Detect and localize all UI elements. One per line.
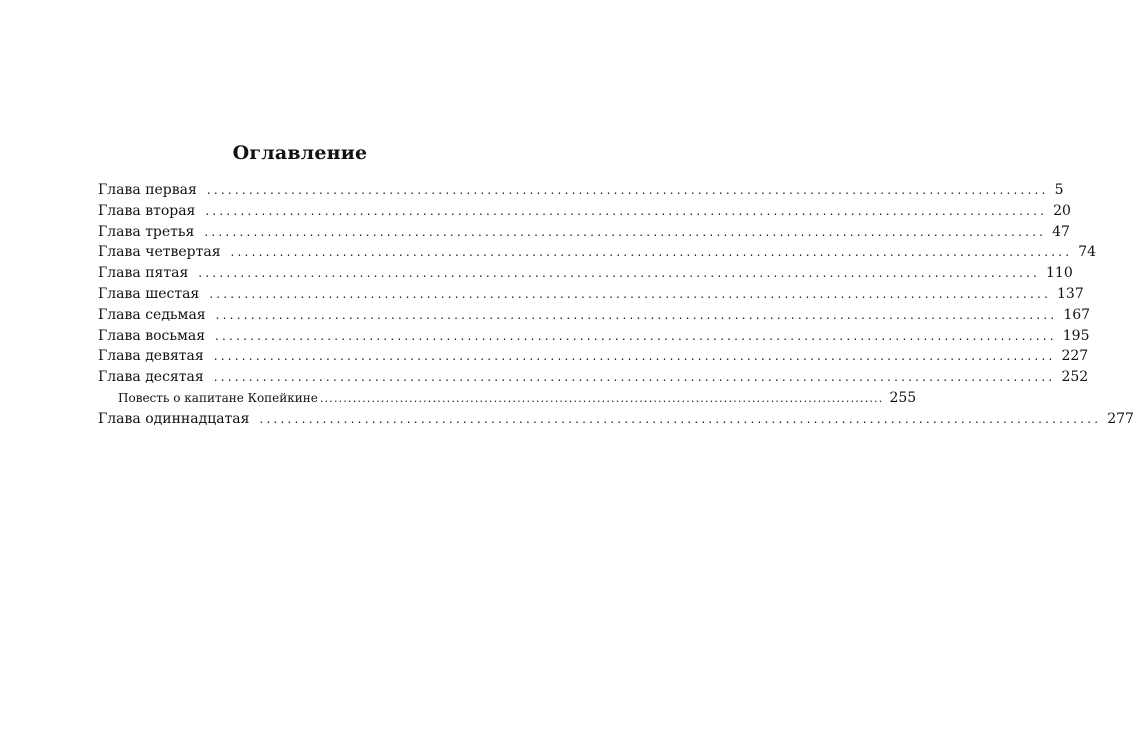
- toc-entry: [98, 409, 1134, 430]
- toc-entry-label: Глава девятая: [98, 348, 204, 365]
- toc-entry: [98, 242, 1097, 263]
- toc-entry-page: 110: [1046, 265, 1073, 282]
- toc-entry-page: 252: [1061, 369, 1089, 386]
- toc-entry-label: Глава первая: [98, 182, 197, 198]
- toc-entry-label: Глава седьмая: [98, 306, 206, 323]
- toc-entry: [98, 222, 1070, 243]
- toc-entry-page: 167: [1063, 306, 1091, 323]
- toc-entry-page: 47: [1052, 223, 1070, 240]
- toc-entry-page: 5: [1054, 182, 1064, 198]
- toc-entry-page: 137: [1057, 285, 1084, 302]
- dot-leader: ........................................................................................................................: [215, 307, 1058, 322]
- toc-entry-page: 74: [1078, 244, 1097, 261]
- toc-entry: [98, 305, 1091, 326]
- toc-entry-label: Глава шестая: [98, 285, 200, 302]
- toc-entry-label: Глава восьмая: [98, 327, 206, 344]
- toc-entry-label: Глава четвертая: [98, 244, 221, 261]
- toc-entry-page: 20: [1053, 202, 1071, 219]
- toc-entry: [98, 201, 1071, 222]
- toc-entry-label: Глава вторая: [98, 202, 196, 219]
- toc-entry: [98, 284, 1084, 305]
- dot-leader: ........................................................................................................................: [230, 245, 1073, 260]
- dot-leader: ........................................................................................................................: [215, 328, 1057, 343]
- table-of-contents: [98, 180, 1134, 430]
- dot-leader: ........................................................................................................................: [213, 349, 1056, 364]
- toc-entry-page: 227: [1061, 348, 1089, 365]
- dot-leader: ........................................................................................................................: [205, 203, 1048, 218]
- toc-entry-label: Глава пятая: [98, 265, 189, 282]
- toc-entry: [98, 367, 1089, 388]
- toc-entry-page: 195: [1062, 327, 1090, 344]
- dot-leader: ........................................................................................................................: [259, 411, 1102, 426]
- dot-leader: ........................................................................................................................: [204, 224, 1047, 239]
- dot-leader: ........................................................................................................................: [213, 370, 1056, 385]
- dot-leader: ........................................................................................................................: [209, 286, 1051, 301]
- toc-entry-label: Глава третья: [98, 223, 195, 240]
- toc-entry: [98, 326, 1090, 347]
- toc-entry: [98, 346, 1089, 367]
- dot-leader: ........................................................................................................................: [319, 391, 884, 405]
- toc-entry-label: Повесть о капитане Копейкине: [118, 390, 318, 405]
- dot-leader: ........................................................................................................................: [206, 183, 1049, 197]
- toc-subentry: [98, 388, 917, 409]
- dot-leader: ........................................................................................................................: [198, 266, 1041, 281]
- toc-entry-page: 255: [889, 389, 917, 406]
- toc-entry: [98, 180, 1064, 201]
- toc-entry-page: 277: [1107, 410, 1134, 427]
- toc-entry: [98, 263, 1073, 284]
- toc-entry-label: Глава десятая: [98, 369, 204, 386]
- toc-entry-label: Глава одиннадцатая: [98, 410, 250, 427]
- page-title: Оглавление: [232, 142, 368, 164]
